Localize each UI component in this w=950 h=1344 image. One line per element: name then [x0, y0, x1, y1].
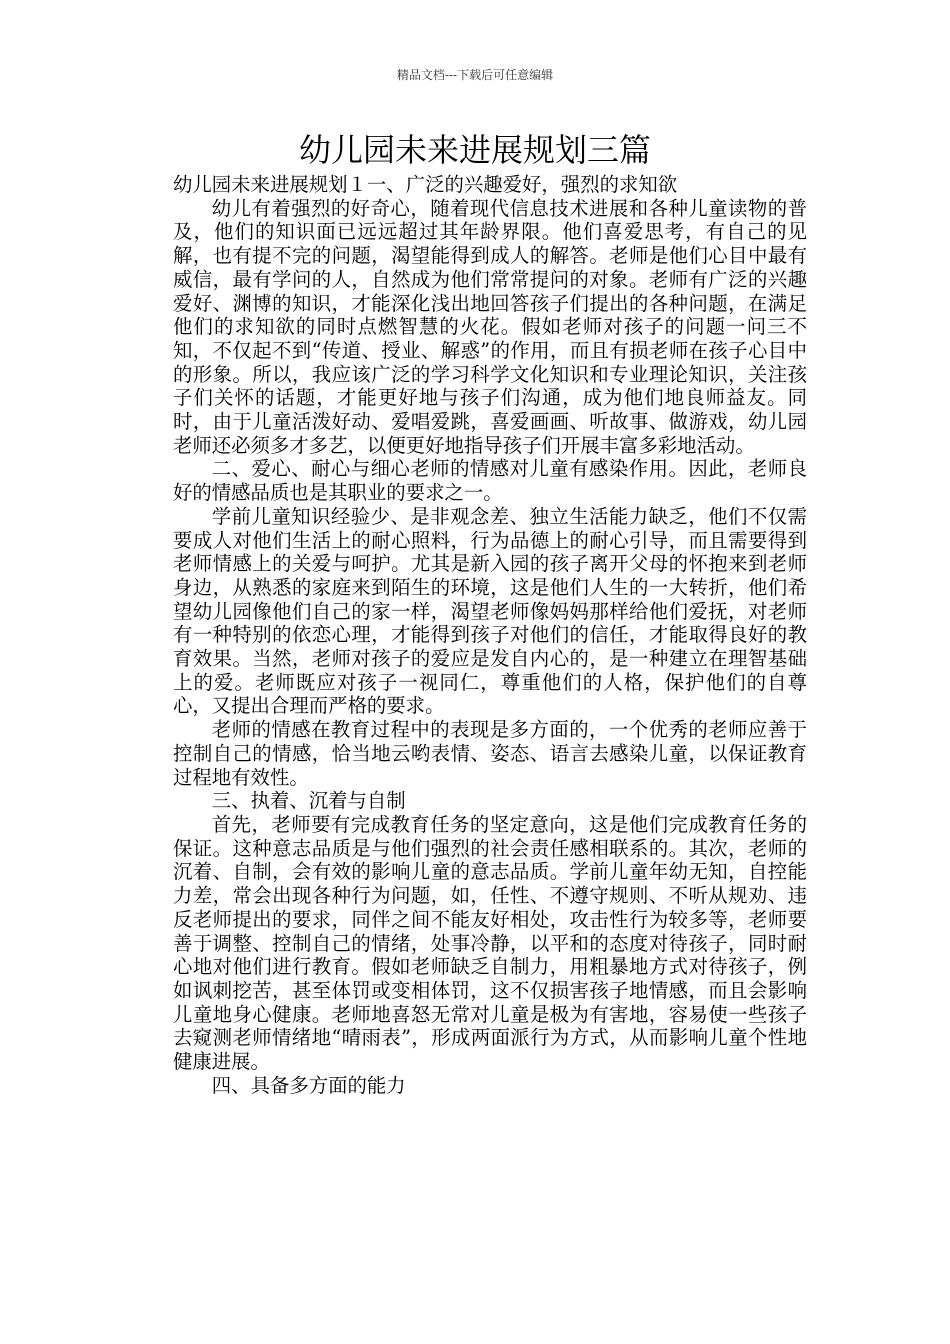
paragraph: 二、爱心、耐心与细心老师的情感对儿童有感染作用。因此，老师良好的情感品质也是其职业的要求之一。 — [173, 457, 807, 505]
paragraph: 幼儿园未来进展规划１一、广泛的兴趣爱好，强烈的求知欲 — [173, 173, 678, 196]
paragraph: 学前儿童知识经验少、是非观念差、独立生活能力缺乏，他们不仅需要成人对他们生活上的耐心照料，行为品德上的耐心引导，而且需要得到老师情感上的关爱与呵护。尤其是新入园的孩子离开父母的怀抱来到老师身边，从熟悉的家庭来到陌生的环境，这是他们人生的一大转折，他们希望幼儿园像他们自己的家一样，渴望老师像妈妈那样给他们爱抚，对老师有一种特别的依恋心理，才能得到孩子对他们的信任，才能取得良好的教育效果。当然，老师对孩子的爱应是发自内心的，是一种建立在理智基础上的爱。老师既应对孩子一视同仁，尊重他们的人格，保护他们的自尊心，又提出合理而严格的要求。 — [173, 504, 807, 718]
section-heading: 三、执着、沉着与自制 — [211, 789, 406, 813]
document-title: 幼儿园未来进展规划三篇 — [298, 131, 651, 169]
paragraph: 首先，老师要有完成教育任务的坚定意向，这是他们完成教育任务的保证。这种意志品质是与他们强烈的社会责任感相联系的。其次，老师的沉着、自制，会有效的影响儿童的意志品质。学前儿童年幼无知，自控能力差，常会出现各种行为问题，如，任性、不遵守规则、不听从规劝、违反老师提出的要求，同伴之间不能友好相处，攻击性行为较多等，老师要善于调整、控制自己的情绪，处事冷静，以平和的态度对待孩子，同时耐心地对他们进行教育。假如老师缺乏自制力，用粗暴地方式对待孩子，例如讽刺挖苦，甚至体罚或变相体罚，这不仅损害孩子地情感，而且会影响儿童地身心健康。老师地喜怒无常对儿童是极为有害地，容易使一些孩子去窥测老师情绪地“晴雨表”，形成两面派行为方式，从而影响儿童个性地健康进展。 — [173, 812, 807, 1074]
header-note: 精品文档---下载后可任意编辑 — [396, 68, 554, 82]
section-heading: 四、具备多方面的能力 — [211, 1073, 406, 1097]
paragraph: 幼儿有着强烈的好奇心，随着现代信息技术进展和各种儿童读物的普及，他们的知识面已远远超过其年龄界限。他们喜爱思考，有自己的见解，也有提不完的问题，渴望能得到成人的解答。老师是他们心目中最有威信，最有学问的人，自然成为他们常常提问的对象。老师有广泛的兴趣爱好、渊博的知识，才能深化浅出地回答孩子们提出的各种问题，在满足他们的求知欲的同时点燃智慧的火花。假如老师对孩子的问题一问三不知，不仅起不到“传道、授业、解惑”的作用，而且有损老师在孩子心目中的形象。所以，我应该广泛的学习科学文化知识和专业理论知识，关注孩子们关怀的话题，才能更好地与孩子们沟通，成为他们地良师益友。同时，由于儿童活泼好动、爱唱爱跳，喜爱画画、听故事、做游戏，幼儿园老师还必须多才多艺，以便更好地指导孩子们开展丰富多彩地活动。 — [173, 196, 807, 457]
paragraph: 老师的情感在教育过程中的表现是多方面的，一个优秀的老师应善于控制自己的情感，恰当地云哟表情、姿态、语言去感染儿童，以保证教育过程地有效性。 — [173, 718, 807, 789]
document-body — [173, 173, 807, 1097]
